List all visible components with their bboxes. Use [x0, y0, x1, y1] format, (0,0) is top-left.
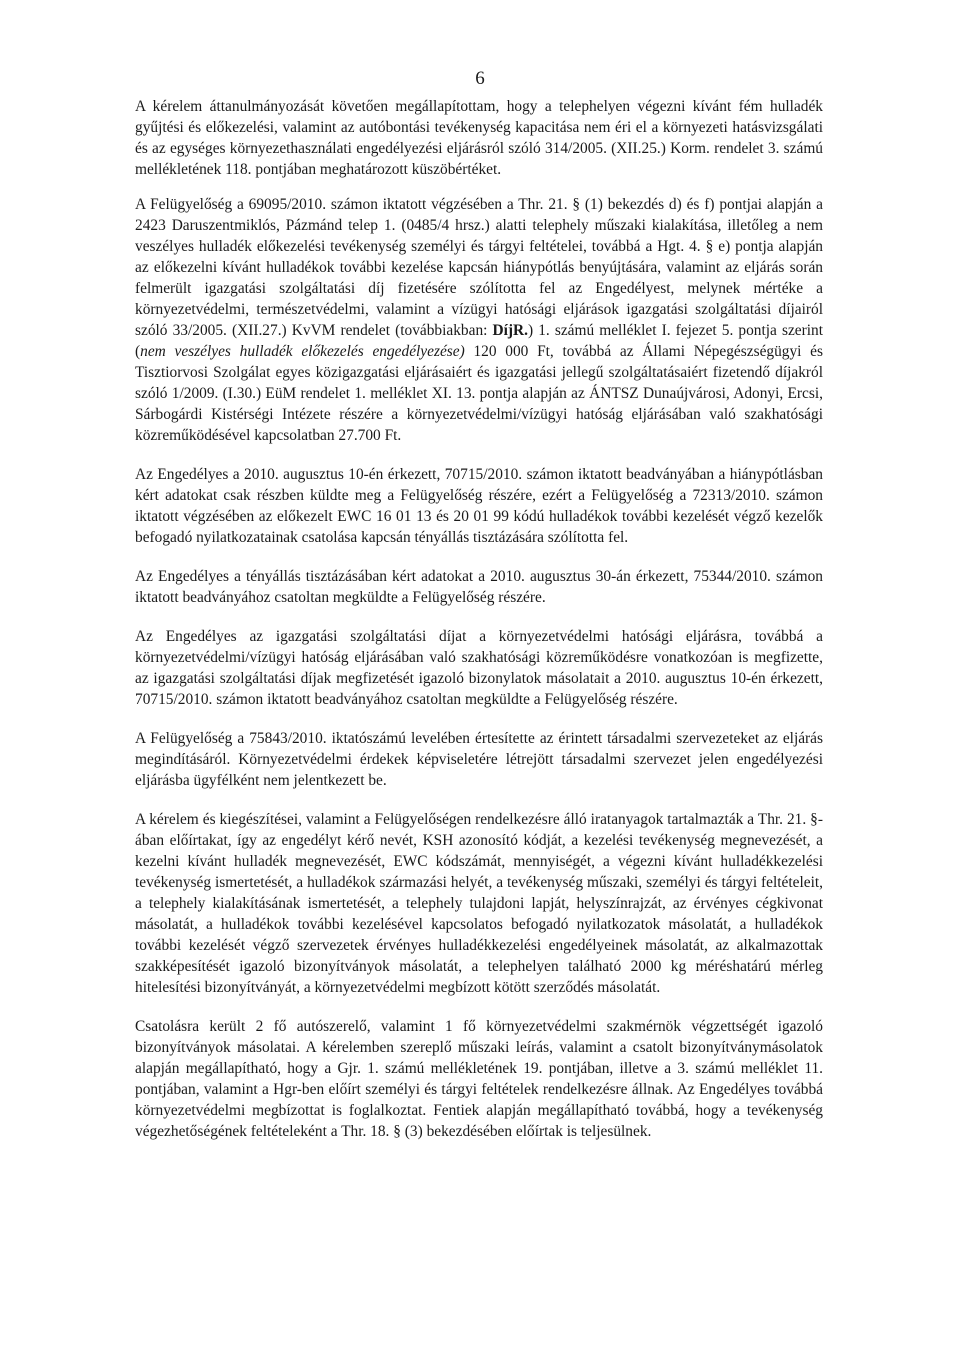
- page-number: 6: [475, 68, 485, 89]
- paragraph-6: [135, 728, 823, 791]
- paragraph-text: A Felügyelőség a 69095/2010. számon iktatott végzésében a Thr. 21. § (1) bekezdés d) és f) pontjai alapján a 2423 Daruszentmiklós, Pázmánd telep 1. (0485/4 hrsz.) alatti telephely műszaki kialakítása, illetőleg a nem veszélyes hulladék előkezelési tevékenység személyi és tárgyi feltételei, továbbá a Hgt. 4. § e) pontja alapján az előkezelni kívánt hulladékok további kezelése kapcsán hiánypótlás benyújtására, valamint az eljárás során felmerült igazgatási szolgáltatási díj fizetésére szólította fel az Engedélyest, melynek mértéke a környezetvédelmi, természetvédelmi, valamint a vízügyi hatósági eljárások igazgatási szolgáltatási díjairól szóló 33/2005. (XII.27.) KvVM rendelet (továbbiakban:: [135, 196, 823, 339]
- paragraph-text: ) 1. számú melléklet I. fejezet 5. pontja szerint (: [135, 322, 823, 360]
- paragraph-2: [135, 194, 823, 446]
- paragraph-text: 120 000 Ft, továbbá az Állami Népegészségügyi és Tisztiorvosi Szolgálat egyes közigazgatási eljárásaiért és igazgatási jellegű szolgáltatásaiért fizetendő díjakról szóló 1/2009. (I.30.) EüM rendelet 1. melléklet XI. 13. pontja alapján az ÁNTSZ Dunaújvárosi, Adonyi, Ercsi, Sárbogárdi Kistérségi Intézete részére a környezetvédelmi/vízügyi hatóság eljárásában való szakhatósági közreműködésével kapcsolatban 27.700 Ft.: [135, 343, 824, 444]
- paragraph-text: Az Engedélyes az igazgatási szolgáltatási díjat a környezetvédelmi hatósági eljárásra, továbbá a környezetvédelmi/vízügyi hatóság eljárásában való szakhatósági közreműködésre vonatkozóan is megfizette, az igazgatási szolgáltatási díjak megfizetését igazoló bizonylatok másolatait a 2010. augusztus 10-én érkezett, 70715/2010. számon iktatott beadványához csatoltan megküldte a Felügyelőség részére.: [135, 628, 823, 708]
- paragraph-text: Az Engedélyes a tényállás tisztázásában kért adatokat a 2010. augusztus 30-án érkezett, 75344/2010. számon iktatott beadványához csatoltan megküldte a Felügyelőség részére.: [135, 568, 823, 606]
- paragraph-text: A kérelem és kiegészítései, valamint a Felügyelőségen rendelkezésre álló iratanyagok tartalmazták a Thr. 21. §-ában előírtakat, így az engedélyt kérő nevét, KSH azonosító kódját, a kezelési tevékenység megnevezését, a kezelni kívánt hulladék megnevezését, EWC kódszámát, mennyiségét, a végezni kívánt hulladékkezelési tevékenység ismertetését, a hulladékok származási helyét, a tevékenység műszaki, személyi és tárgyi feltételeit, a telephely kialakításának ismertetését, a telephely tulajdoni lapját, helyszínrajzát, az érvényes cégkivonat másolatát, a hulladékok további kezelésével kapcsolatos befogadó nyilatkozatok másolatát, a hulladékok további kezelését végző szervezetek érvényes hulladékkezelési engedélyeinek másolatát, az alkalmazottak szakképesítését igazoló bizonyítványok másolatát, a telephelyen található 2000 kg méréshatárú mérleg hitelesítési bizonyítványát, a környezetvédelmi megbízott kötött szerződés másolatát.: [135, 811, 823, 996]
- paragraph-text: Csatolásra került 2 fő autószerelő, valamint 1 fő környezetvédelmi szakmérnök végzettségét igazoló bizonyítványok másolatai. A kérelemben szereplő műszaki leírás, valamint a csatolt bizonyítványmásolatok alapján megállapítható, hogy a Gjr. 1. számú mellékletének 19. pontjában, illetve a 3. számú melléklet 11. pontjában, valamint a Hgr-ben előírt személyi és tárgyi feltételek rendelkezésre állnak. Az Engedélyes továbbá környezetvédelmi megbízottat is foglalkoztat. Fentiek alapján megállapítható továbbá, hogy a tevékenység végezhetőségének feltételeként a Thr. 18. § (3) bekezdésében előírtak is teljesülnek.: [135, 1018, 823, 1140]
- paragraph-text: A Felügyelőség a 75843/2010. iktatószámú levelében értesítette az érintett társadalmi szervezeteket az eljárás megindításáról. Környezetvédelmi érdekek képviseletére létrejött társadalmi szervezet jelen engedélyezési eljárásba ügyfélként nem jelentkezett be.: [135, 730, 823, 789]
- paragraph-7: [135, 809, 823, 998]
- italic-text: nem veszélyes hulladék előkezelés engedélyezése): [140, 343, 465, 360]
- paragraph-text: A kérelem áttanulmányozását követően megállapítottam, hogy a telephelyen végezni kívánt fém hulladék gyűjtési és előkezelési, valamint az autóbontási tevékenység kapacitása nem éri el a környezeti hatásvizsgálati és az egységes környezethasználati engedélyezési eljárásról szóló 314/2005. (XII.25.) Korm. rendelet 3. számú mellékletének 118. pontjában meghatározott küszöbértéket.: [135, 98, 823, 178]
- paragraph-1: [135, 96, 823, 180]
- paragraph-5: [135, 626, 823, 710]
- paragraph-8: [135, 1016, 823, 1142]
- document-body: [135, 96, 823, 1160]
- bold-abbreviation: DíjR.: [492, 322, 528, 339]
- paragraph-4: [135, 566, 823, 608]
- paragraph-text: Az Engedélyes a 2010. augusztus 10-én érkezett, 70715/2010. számon iktatott beadványában a hiánypótlásban kért adatokat csak részben küldte meg a Felügyelőség részére, ezért a Felügyelőség a 72313/2010. számon iktatott végzésében az előkezelt EWC 16 01 13 és 20 01 99 kódú hulladékok további kezelését végző kezelők befogadó nyilatkozatainak csatolása kapcsán tényállás tisztázására szólította fel.: [135, 466, 823, 546]
- paragraph-3: [135, 464, 823, 548]
